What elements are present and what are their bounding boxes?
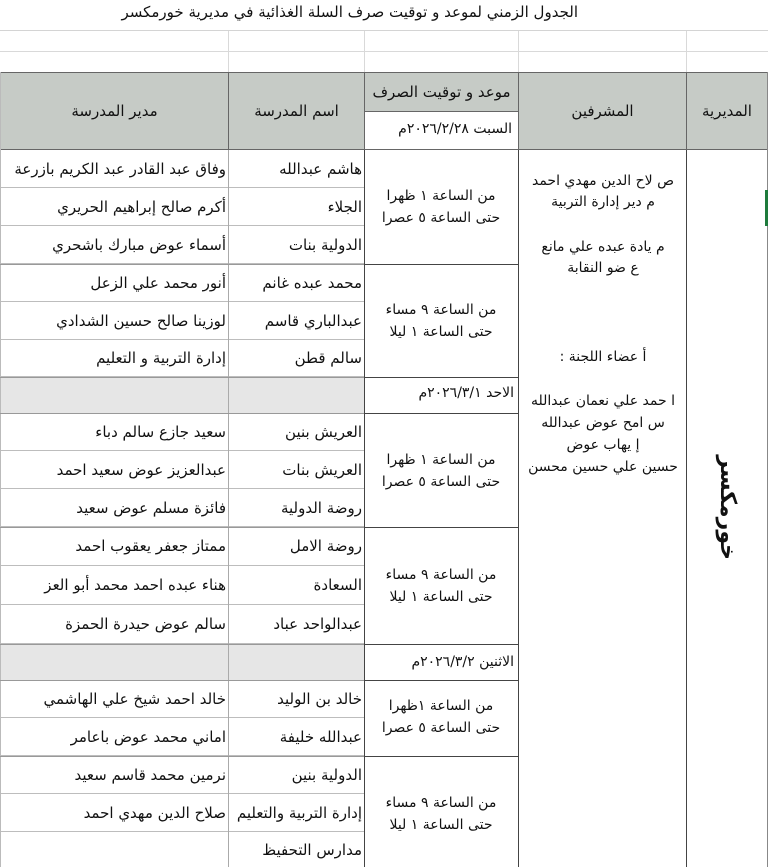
time-slot: من الساعة ٩ مساء حتى الساعة ١ ليلا [385, 567, 497, 605]
sheet-title: الجدول الزمني لموعد و توقيت صرف السلة الغذائية في مديرية خورمكسر [121, 3, 578, 21]
school-cell: هاشم عبدالله [228, 150, 364, 188]
school-cell: السعادة [228, 566, 364, 605]
principal-cell: أنور محمد علي الزعل [0, 264, 228, 302]
time-slot: من الساعة ١ ظهرا حتى الساعة ٥ عصرا [381, 188, 501, 226]
sheet-title-row [0, 0, 768, 30]
time-slot: من الساعة ٩ مساء حتى الساعة ١ ليلا [385, 302, 497, 340]
time-slot: من الساعة ١ظهرا حتى الساعة ٥ عصرا [381, 698, 501, 736]
directorate-name: خورمكسر [715, 455, 740, 560]
day-separator-2 [0, 377, 364, 413]
principal-cell [0, 832, 228, 867]
principal-cell: هناء عبده احمد محمد أبو العز [0, 566, 228, 605]
school-cell: عبدالباري قاسم [228, 302, 364, 340]
day-cell-1 [364, 111, 519, 150]
school-cell: إدارة التربية والتعليم [228, 794, 364, 832]
school-cell: عبدالله خليفة [228, 718, 364, 756]
school-cell: روضة الدولية [228, 489, 364, 527]
day-separator-3 [0, 644, 364, 680]
principal-cell: ممتاز جعفر يعقوب احمد [0, 527, 228, 566]
school-cell: الجلاء [228, 188, 364, 226]
principal-cell: سالم عوض حيدرة الحمزة [0, 605, 228, 644]
header-school-name: اسم المدرسة [228, 72, 365, 150]
principal-cell: أكرم صالح إبراهيم الحريري [0, 188, 228, 226]
principal-cell: لوزينا صالح حسين الشدادي [0, 302, 228, 340]
day-cell-2: الاحد ٢٠٢٦/٣/١م [418, 385, 514, 401]
principal-cell: سعيد جازع سالم دباء [0, 413, 228, 451]
principal-cell: عبدالعزيز عوض سعيد احمد [0, 451, 228, 489]
header-supervisors: المشرفين [518, 72, 687, 150]
principal-cell: إدارة التربية و التعليم [0, 340, 228, 377]
header-timing: موعد و توقيت الصرف [364, 72, 519, 112]
principal-cell: اماني محمد عوض باعامر [0, 718, 228, 756]
school-cell: خالد بن الوليد [228, 680, 364, 718]
principal-cell: خالد احمد شيخ علي الهاشمي [0, 680, 228, 718]
time-slot: من الساعة ١ ظهرا حتى الساعة ٥ عصرا [381, 452, 501, 490]
principal-cell: أسماء عوض مبارك باشحري [0, 226, 228, 264]
school-cell: الدولية بنين [228, 756, 364, 794]
principal-cell: وفاق عبد القادر عبد الكريم بازرعة [0, 150, 228, 188]
school-cell: الدولية بنات [228, 226, 364, 264]
time-slot: من الساعة ٩ مساء حتى الساعة ١ ليلا [385, 795, 497, 833]
principal-cell: صلاح الدين مهدي احمد [0, 794, 228, 832]
principal-cell: فائزة مسلم عوض سعيد [0, 489, 228, 527]
school-cell: روضة الامل [228, 527, 364, 566]
school-cell: مدارس التحفيظ [262, 840, 362, 859]
school-cell: سالم قطن [228, 340, 364, 377]
day-cell-3: الاثنين ٢٠٢٦/٣/٢م [411, 654, 514, 670]
school-cell: العريش بنات [228, 451, 364, 489]
school-cell: عبدالواحد عباد [228, 605, 364, 644]
principal-cell: نرمين محمد قاسم سعيد [0, 756, 228, 794]
school-cell: محمد عبده غانم [228, 264, 364, 302]
header-directorate: المديرية [686, 72, 768, 150]
day-label-1: السبت ٢٠٢٦/٢/٢٨م [398, 121, 512, 137]
school-cell: العريش بنين [228, 413, 364, 451]
header-principal: مدير المدرسة [0, 72, 229, 150]
spreadsheet-grid-top [0, 30, 768, 73]
